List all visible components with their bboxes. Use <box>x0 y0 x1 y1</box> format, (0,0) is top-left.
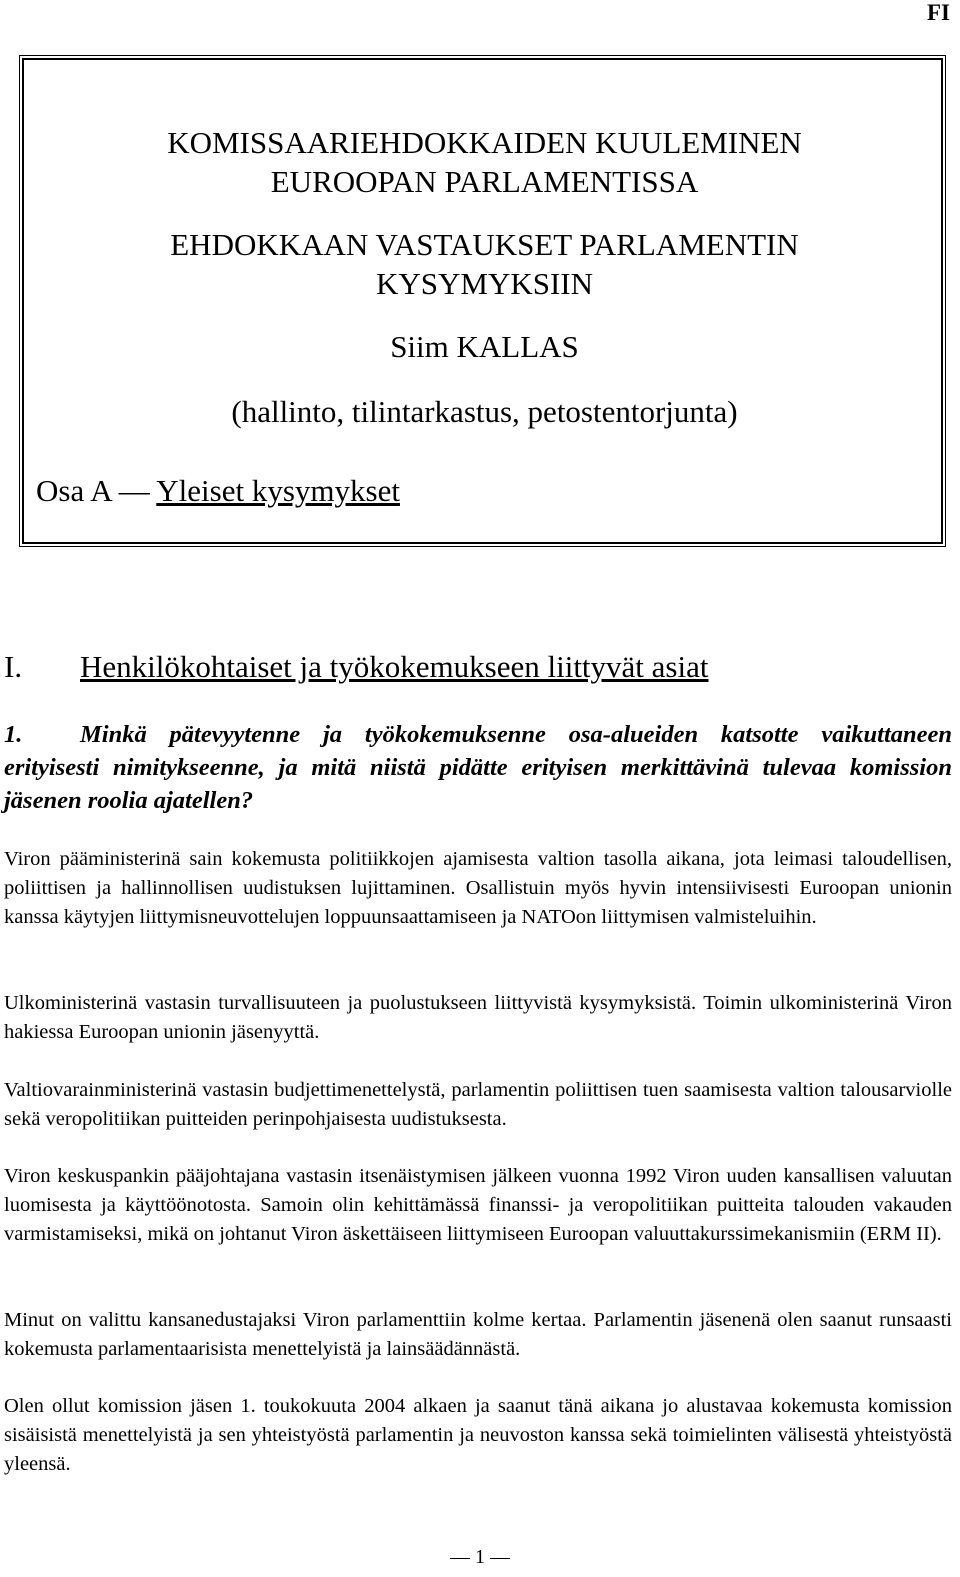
language-code: FI <box>927 0 950 25</box>
page-number: — 1 — <box>450 1546 510 1568</box>
part-heading <box>36 472 400 510</box>
answer-paragraph: Olen ollut komission jäsen 1. toukokuuta 2004 alkaen ja saanut tänä aikana jo alustavaa kokemusta komission sisäisistä menettelyistä ja sen yhteistyöstä parlamentin ja neuvoston kanssa sekä toimielinten välisestä yhteistyöstä yleensä. <box>4 1395 952 1475</box>
part-dash: — <box>118 473 150 508</box>
answer-paragraph: Valtiovarainministerinä vastasin budjettimenettelystä, parlamentin poliittisen tuen saamisesta valtion talousarviolle sekä veropolitiikan puitteiden perinpohjaisesta uudistuksesta. <box>4 1079 952 1130</box>
candidate-name: Siim KALLAS <box>390 329 579 364</box>
question-number: 1. <box>4 721 23 748</box>
candidate-portfolio: (hallinto, tilintarkastus, petostentorjunta) <box>231 394 738 429</box>
question <box>4 718 952 817</box>
title-line-3: EHDOKKAAN VASTAUKSET PARLAMENTIN <box>170 227 799 262</box>
answer-paragraph: Minut on valittu kansanedustajaksi Viron parlamenttiin kolme kertaa. Parlamentin jäsenenä olen saanut runsaasti kokemusta parlamentaarisista menettelyistä ja lainsäädännästä. <box>4 1309 952 1360</box>
question-text: Minkä pätevyytenne ja työkokemuksenne osa-alueiden katsotte vaikuttaneen erityisesti nimitykseenne, ja mitä niistä pidätte erityisen merkittävinä tulevaa komission jäsenen roolia ajatellen? <box>4 721 952 814</box>
section-number: I. <box>4 649 23 684</box>
answer-paragraph: Viron pääministerinä sain kokemusta politiikkojen ajamisesta valtion tasolla aikana, jota leimasi taloudellisen, poliittisen ja hallinnollisen uudistuksen lujittaminen. Osallistuin myös hyvin intensiivisesti Euroopan unionin kanssa käytyjen liittymisneuvottelujen loppuunsaattamiseen ja NATOon liittymisen valmisteluihin. <box>4 848 952 928</box>
title-box <box>22 58 943 544</box>
answer-paragraph: Ulkoministerinä vastasin turvallisuuteen ja puolustukseen liittyvistä kysymyksistä. Toimin ulkoministerinä Viron hakiessa Euroopan unionin jäsenyyttä. <box>4 992 952 1043</box>
section-title: Henkilökohtaiset ja työkokemukseen liittyvät asiat <box>80 649 709 684</box>
title-line-1: KOMISSAARIEHDOKKAIDEN KUULEMINEN <box>167 125 802 160</box>
part-title: Yleiset kysymykset <box>156 473 400 508</box>
section-heading <box>4 648 708 686</box>
answer-paragraph: Viron keskuspankin pääjohtajana vastasin itsenäistymisen jälkeen vuonna 1992 Viron uuden kansallisen valuutan luomisesta ja käyttöönotosta. Samoin olin kehittämässä finanssi- ja veropolitiikan puitteita talouden vakauden varmistamiseksi, mikä on johtanut Viron äskettäiseen liittymiseen Euroopan valuuttakurssimekanismiin (ERM II). <box>4 1165 952 1245</box>
part-label: Osa A <box>36 473 111 508</box>
title-line-4: KYSYMYKSIIN <box>375 266 593 301</box>
title-line-2: EUROOPAN PARLAMENTISSA <box>270 164 699 199</box>
